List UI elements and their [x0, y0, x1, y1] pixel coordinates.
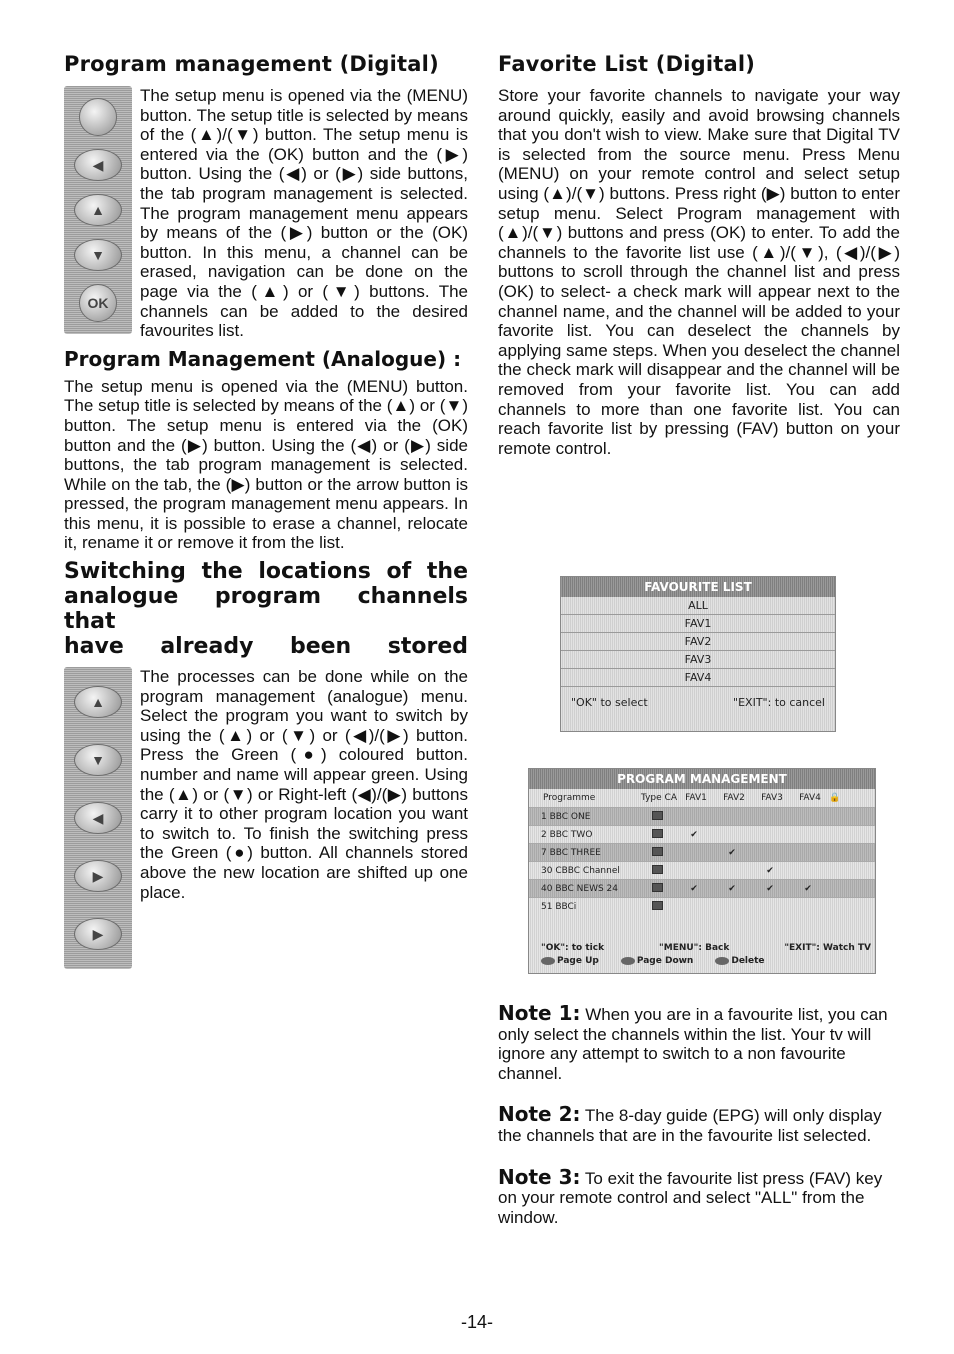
- delete-hint: Delete: [715, 956, 764, 966]
- tv-type-icon: [639, 847, 675, 859]
- notes-section: [498, 1001, 900, 1249]
- channel-name: 40 BBC NEWS 24: [541, 883, 618, 894]
- heading-line: have already been stored: [64, 634, 468, 660]
- channel-name: 30 CBBC Channel: [541, 865, 620, 876]
- fav1-mark: ✔: [690, 829, 698, 840]
- favorite-paragraph: Store your favorite channels to navigate your way around quickly, easily and avoid browsing channels that you don't wish to view. Make sure that Digital TV is selected from the source menu. Press Menu (MENU) on your remote control and select setup using (▲)/(▼) buttons. Press right (▶) button to enter setup menu. Select Program management with (▲)/(▼) buttons and press (OK) to enter. To add the channels to the favorite list use (▲)/(▼), (◀)/(▶) buttons to scroll through the channel list and press (OK) to select- a check mark will appear next to the channel name, and the channel will be added to your favorite list. You can deselect the channels by applying same steps. When you deselect the channel the check mark will disappear and the channel will be removed from your favorite list. You can add channels to more than one favorite list. You can reach favorite list by pressing (FAV) button on your remote control.: [498, 86, 900, 458]
- fav2-mark: ✔: [728, 883, 736, 894]
- note-2-label: Note 2:: [498, 1102, 581, 1127]
- table-row[interactable]: [529, 861, 875, 879]
- fav4-mark: ✔: [804, 883, 812, 894]
- fav1-mark: ✔: [690, 883, 698, 894]
- down-arrow-button-icon: ▼: [74, 239, 122, 271]
- favourite-list-screen: [560, 576, 836, 732]
- page-number: -14-: [460, 1312, 493, 1332]
- program-management-title: PROGRAM MANAGEMENT: [529, 769, 875, 789]
- heading-program-management-analogue: Program Management (Analogue) :: [64, 346, 462, 371]
- left-column: [64, 52, 468, 942]
- heading-switching-locations: [64, 559, 468, 659]
- note-3-text: To exit the favourite list press (FAV) key on your remote control and select "ALL" from the window.: [498, 1168, 883, 1227]
- note-2: [498, 1102, 900, 1145]
- round-button-icon: [79, 98, 117, 136]
- header-fav1: FAV1: [685, 793, 707, 803]
- table-row[interactable]: [529, 825, 875, 843]
- tv-type-icon: [639, 901, 675, 913]
- lock-icon: 🔒: [829, 793, 841, 803]
- fav3-mark: ✔: [766, 865, 774, 876]
- favourite-option-fav3[interactable]: FAV3: [561, 651, 835, 669]
- analogue-paragraph: The setup menu is opened via the (MENU) button. The setup title is selected by means of the (▲) or (▼) button. The setup menu is entered via the (OK) button and the (▶) button. Using the (◀) or (▶) side buttons, the tab program management is selected. While on the tab, the (▶) button or the arrow button is pressed, the program management menu appears. In this menu, it is possible to erase a channel, relocate it, rename it or remove it from the list.: [64, 376, 468, 553]
- note-3: [498, 1164, 900, 1228]
- footer-exit-hint: "EXIT": Watch TV: [784, 943, 871, 953]
- page-up-hint: Page Up: [541, 956, 599, 966]
- digital-section: [64, 86, 468, 341]
- left-arrow-button-icon: ◀: [74, 802, 122, 834]
- tv-type-icon: [639, 829, 675, 841]
- heading-line: analogue program channels that: [64, 584, 468, 635]
- page-up-button-icon: [541, 957, 555, 965]
- right-column: [498, 52, 900, 458]
- ok-button-icon: OK: [79, 284, 117, 322]
- program-management-footer-keys: [529, 953, 875, 966]
- page-down-hint: Page Down: [621, 956, 693, 966]
- program-management-footer: [529, 943, 875, 953]
- tv-type-icon: [639, 865, 675, 877]
- up-arrow-button-icon: ▲: [74, 194, 122, 226]
- table-header: [529, 789, 875, 807]
- down-arrow-button-icon: ▼: [74, 744, 122, 776]
- footer-cancel-hint: "EXIT": to cancel: [733, 696, 825, 709]
- channel-name: 1 BBC ONE: [541, 811, 591, 822]
- fav2-mark: ✔: [728, 847, 736, 858]
- table-row[interactable]: [529, 807, 875, 825]
- fav3-mark: ✔: [766, 883, 774, 894]
- table-row[interactable]: [529, 897, 875, 915]
- switching-section: [64, 667, 468, 942]
- digital-paragraph: The setup menu is opened via the (MENU) button. The setup title is selected by means of the (▲)/(▼) button. The setup menu is entered via the (OK) button and the (▶) button. Using the (◀) or (▶) side buttons, the tab program management is selected. The program management menu appears by means of the (▶) button or the (OK) button. In this menu, a channel can be erased, navigation can be done on the page via the (▲) or (▼) buttons. The channels can be added to the desired favourites list.: [140, 86, 468, 341]
- channel-name: 2 BBC TWO: [541, 829, 593, 840]
- footer-ok-hint: "OK": to tick: [541, 943, 605, 953]
- table-row[interactable]: [529, 879, 875, 897]
- right-arrow-button-icon: ▶: [74, 918, 122, 950]
- heading-program-management-digital: Program management (Digital): [64, 52, 439, 76]
- tv-type-icon: [639, 811, 675, 823]
- note-2-text: The 8-day guide (EPG) will only display the channels that are in the favourite list selected.: [498, 1106, 882, 1145]
- table-row[interactable]: [529, 843, 875, 861]
- footer-select-hint: "OK" to select: [571, 696, 648, 709]
- header-fav2: FAV2: [723, 793, 745, 803]
- right-arrow-button-icon: ▶: [74, 860, 122, 892]
- page-down-button-icon: [621, 957, 635, 965]
- heading-line: Switching the locations of the: [64, 559, 468, 585]
- note-1-text: When you are in a favourite list, you can only select the channels within the list. Your tv will ignore any attempt to switch to a non favourite channel.: [498, 1005, 888, 1083]
- up-arrow-button-icon: ▲: [74, 686, 122, 718]
- channel-name: 51 BBCi: [541, 901, 577, 912]
- left-arrow-button-icon: ◀: [74, 149, 122, 181]
- heading-favorite-list: Favorite List (Digital): [498, 52, 756, 76]
- favourite-option-all[interactable]: ALL: [561, 597, 835, 615]
- header-fav4: FAV4: [799, 793, 821, 803]
- delete-button-icon: [715, 957, 729, 965]
- remote-buttons-strip: [64, 86, 132, 334]
- favourite-option-fav1[interactable]: FAV1: [561, 615, 835, 633]
- favourite-option-fav2[interactable]: FAV2: [561, 633, 835, 651]
- note-1: [498, 1001, 900, 1083]
- note-3-label: Note 3:: [498, 1164, 581, 1189]
- favourite-list-footer: [561, 696, 835, 709]
- note-1-label: Note 1:: [498, 1001, 581, 1025]
- remote-buttons-strip: [64, 667, 132, 969]
- channel-name: 7 BBC THREE: [541, 847, 601, 858]
- header-programme: Programme: [543, 793, 596, 803]
- favourite-list-title: FAVOURITE LIST: [561, 577, 835, 597]
- switching-paragraph: The processes can be done while on the program management (analogue) menu. Select the program you want to switch by using the (▲) or (▼) or (◀)/(▶) button. Press the Green (●) coloured button. number and name will appear green. Using the (▲) or (▼) or Right-left (◀)/(▶) buttons carry it to other program location you want to switch to. To finish the switching press the Green (●) button. All channels stored above the new location are shifted up one place.: [140, 667, 468, 902]
- program-management-screen: [528, 768, 876, 974]
- tv-type-icon: [639, 883, 675, 895]
- header-type-ca: Type CA: [641, 793, 677, 803]
- favourite-option-fav4[interactable]: FAV4: [561, 669, 835, 687]
- footer-menu-hint: "MENU": Back: [659, 943, 730, 953]
- header-fav3: FAV3: [761, 793, 783, 803]
